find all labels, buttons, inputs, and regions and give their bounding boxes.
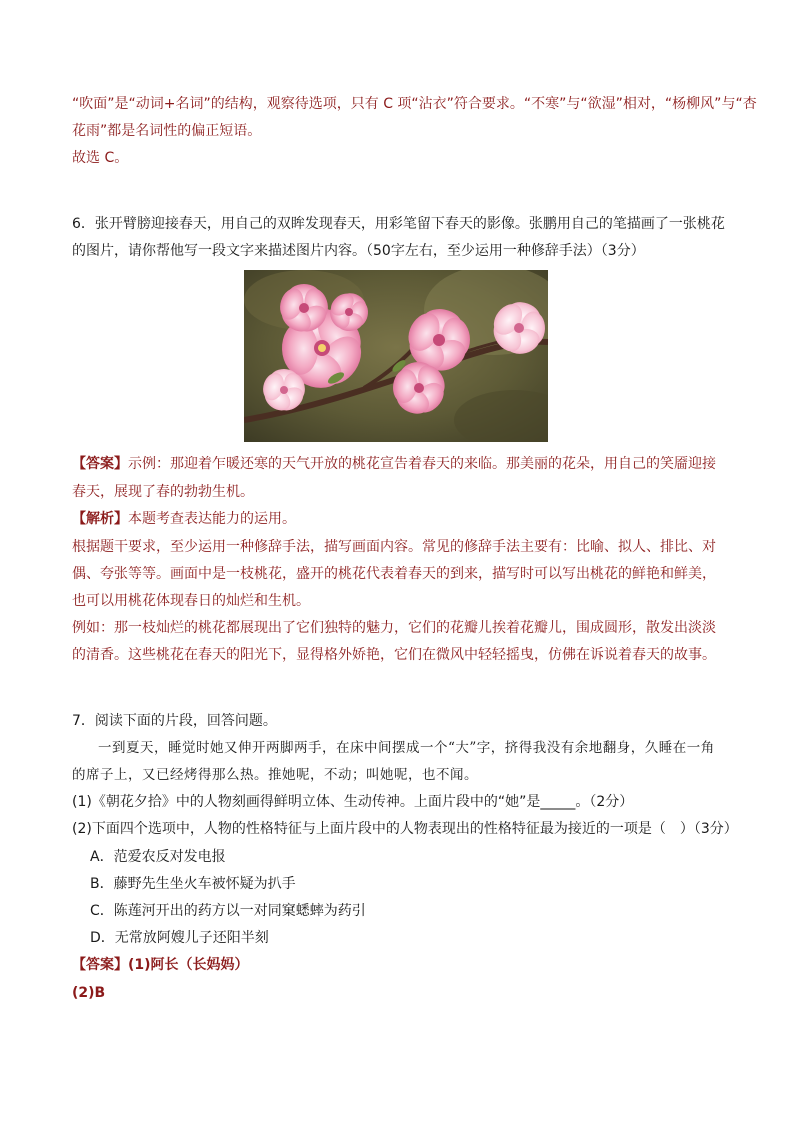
explanation-line: “吹面”是“动词+名词”的结构，观察待选项，只有 C 项“沾衣”符合要求。“不寒”与“欲湿”相对，“杨柳风”与“杏 xyxy=(72,96,757,112)
option-c: C．陈莲河开出的药方以一对同窠蟋蟀为药引 xyxy=(90,903,366,919)
sub-question-2: (2)下面四个选项中，人物的性格特征与上面片段中的人物表现出的性格特征最为接近的一项是（ ）（3分） xyxy=(72,821,738,837)
analysis-tag: 【解析】 xyxy=(72,511,128,527)
analysis-line xyxy=(72,509,296,529)
question-stem: 6．张开臂膀迎接春天，用自己的双眸发现春天，用彩笔留下春天的影像。张鹏用自己的笔描画了一张桃花 xyxy=(72,216,725,232)
answer-tag: 【答案】 xyxy=(72,957,128,973)
question-stem: 的图片，请你帮他写一段文字来描述图片内容。（50字左右，至少运用一种修辞手法）（3分） xyxy=(72,243,645,259)
sub-question-1: (1)《朝花夕拾》中的人物刻画得鲜明立体、生动传神。上面片段中的“她”是_____。（2分） xyxy=(72,794,634,810)
answer-line xyxy=(72,454,716,474)
analysis-line: 的清香。这些桃花在春天的阳光下，显得格外娇艳，它们在微风中轻轻摇曳，仿佛在诉说着春天的故事。 xyxy=(72,647,716,663)
answer-line: (2)B xyxy=(72,985,106,1001)
analysis-text: 本题考查表达能力的运用。 xyxy=(128,511,296,527)
question-title: 7．阅读下面的片段，回答问题。 xyxy=(72,713,277,729)
option-b: B．藤野先生坐火车被怀疑为扒手 xyxy=(90,876,296,892)
passage-line: 一到夏天，睡觉时她又伸开两脚两手，在床中间摆成一个“大”字，挤得我没有余地翻身，久睡在一角 xyxy=(98,740,715,756)
answer-text: 示例：那迎着乍暖还寒的天气开放的桃花宣告着春天的来临。那美丽的花朵，用自己的笑靥迎接 xyxy=(128,456,716,472)
analysis-line: 偶、夸张等等。画面中是一枝桃花，盛开的桃花代表着春天的到来，描写时可以写出桃花的鲜艳和鲜美， xyxy=(72,566,716,582)
analysis-line: 根据题干要求，至少运用一种修辞手法，描写画面内容。常见的修辞手法主要有：比喻、拟人、排比、对 xyxy=(72,539,716,555)
option-a: A．范爱农反对发电报 xyxy=(90,849,226,865)
peach-blossom-image xyxy=(244,270,548,442)
explanation-line: 花雨”都是名词性的偏正短语。 xyxy=(72,123,262,139)
answer-line xyxy=(72,955,249,975)
answer-tag: 【答案】 xyxy=(72,456,128,472)
analysis-line: 也可以用桃花体现春日的灿烂和生机。 xyxy=(72,593,310,609)
option-d: D．无常放阿嫂儿子还阳半刻 xyxy=(90,930,269,946)
conclusion-line: 故选 C。 xyxy=(72,150,129,166)
answer-line: 春天，展现了春的勃勃生机。 xyxy=(72,484,254,500)
passage-line: 的席子上，又已经烤得那么热。推她呢，不动；叫她呢，也不闻。 xyxy=(72,767,478,783)
analysis-line: 例如：那一枝灿烂的桃花都展现出了它们独特的魅力，它们的花瓣儿挨着花瓣儿，围成圆形，散发出淡淡 xyxy=(72,620,716,636)
answer-text: (1)阿长（长妈妈） xyxy=(128,957,249,973)
